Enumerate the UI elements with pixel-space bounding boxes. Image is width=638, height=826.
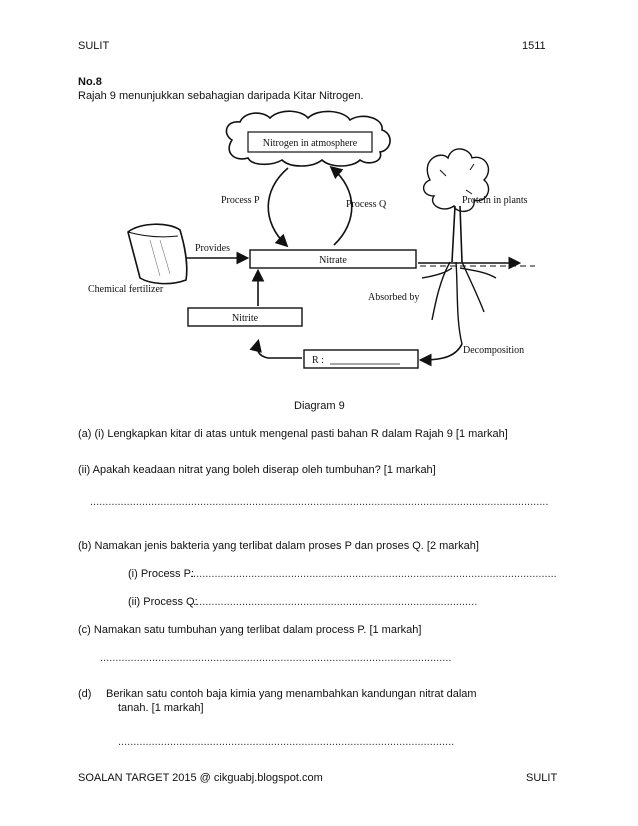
question-a-i: (a) (i) Lengkapkan kitar di atas untuk mengenal pasti bahan R dalam Rajah 9 [1 markah] xyxy=(78,428,508,440)
answer-line-b-i[interactable]: ........................................................................................................................ xyxy=(190,568,557,580)
diagram-caption: Diagram 9 xyxy=(294,400,345,412)
question-b-i: (i) Process P: xyxy=(128,568,195,580)
question-number: No.8 xyxy=(78,76,102,88)
decomposition-label: Decomposition xyxy=(463,345,525,356)
answer-line-a-ii[interactable]: ...................................................................................................................................................... xyxy=(90,496,549,508)
question-d-line1: Berikan satu contoh baja kimia yang menambahkan kandungan nitrat dalam xyxy=(106,688,477,700)
fertilizer-bag-icon xyxy=(128,224,187,283)
answer-line-b-ii[interactable]: .............................................................................................. xyxy=(190,596,478,608)
r-label: R : xyxy=(312,355,324,366)
footer-sulit: SULIT xyxy=(526,772,558,784)
question-intro: Rajah 9 menunjukkan sebahagian daripada Kitar Nitrogen. xyxy=(78,90,364,102)
nitrate-label: Nitrate xyxy=(319,255,347,266)
header-sulit: SULIT xyxy=(78,40,110,52)
question-b-ii: (ii) Process Q: xyxy=(128,596,198,608)
header-code: 1511 xyxy=(522,40,546,52)
chemical-fertilizer-label: Chemical fertilizer xyxy=(88,284,164,295)
question-c: (c) Namakan satu tumbuhan yang terlibat dalam process P. [1 markah] xyxy=(78,624,422,636)
nitrite-label: Nitrite xyxy=(231,313,259,324)
question-a-ii: (ii) Apakah keadaan nitrat yang boleh diserap oleh tumbuhan? [1 markah] xyxy=(78,464,436,476)
question-b: (b) Namakan jenis bakteria yang terlibat dalam proses P dan proses Q. [2 markah] xyxy=(78,540,479,552)
footer-source: SOALAN TARGET 2015 @ cikguabj.blogspot.com xyxy=(78,772,323,784)
process-q-label: Process Q xyxy=(346,199,387,210)
process-p-label: Process P xyxy=(221,195,260,206)
atmosphere-label: Nitrogen in atmosphere xyxy=(262,138,358,149)
provides-label: Provides xyxy=(195,243,230,254)
protein-in-plants-label: Protein in plants xyxy=(462,195,528,206)
answer-line-c[interactable]: ................................................................................................................... xyxy=(100,652,452,664)
question-d-label: (d) xyxy=(78,688,92,700)
answer-line-d[interactable]: .............................................................................................................. xyxy=(118,736,455,748)
absorbed-by-label: Absorbed by xyxy=(368,292,420,303)
tree-icon xyxy=(422,149,496,344)
question-d-line2: tanah. [1 markah] xyxy=(118,702,204,714)
